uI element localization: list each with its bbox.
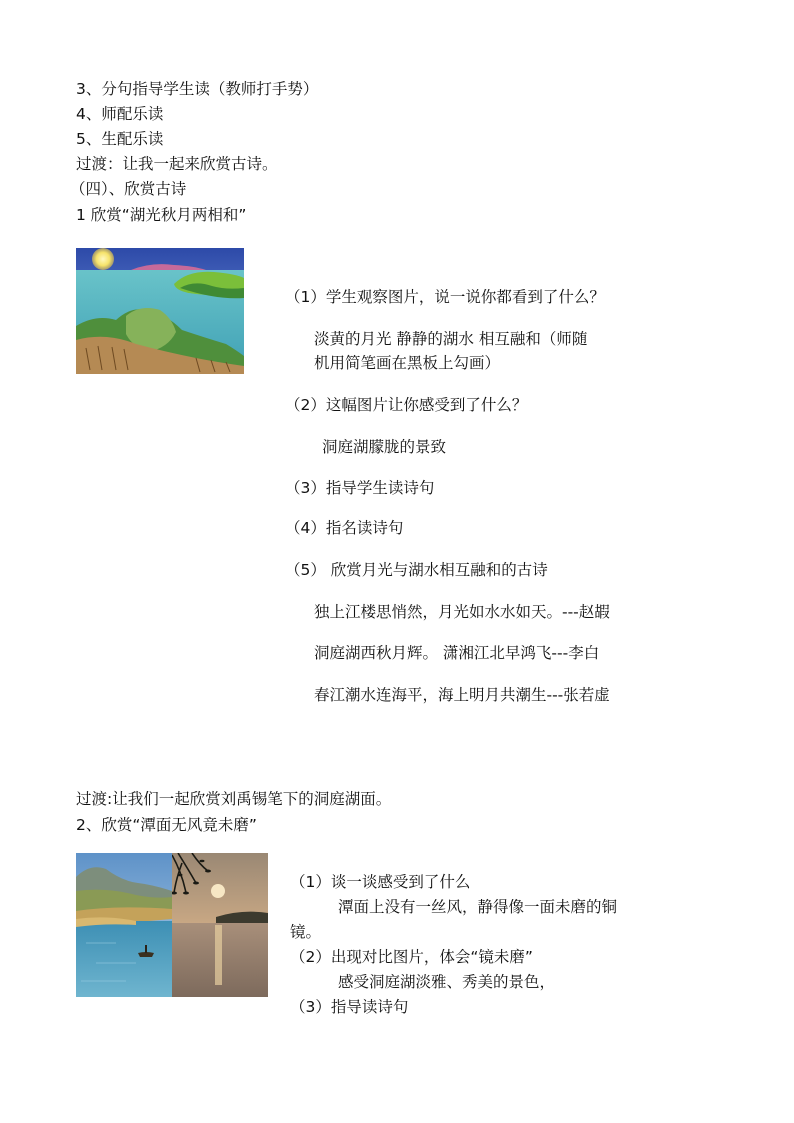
lake-boat-photo — [76, 853, 172, 997]
appreciate-heading-1: 1 欣赏“湖光秋月两相和” — [76, 206, 247, 224]
section-four-heading: （四）、欣赏古诗 — [70, 180, 187, 198]
step-4-line: 4、师配乐读 — [76, 105, 164, 123]
transition-line: 过渡：让我一起来欣赏古诗。 — [76, 155, 278, 173]
step-5-line: 5、生配乐读 — [76, 130, 164, 148]
s1-question-1: （1）学生观察图片，说一说你都看到了什么？ — [285, 288, 605, 306]
s2-answer-2: 感受洞庭湖淡雅、秀美的景色， — [338, 973, 556, 991]
s1-question-4: （4）指名读诗句 — [285, 519, 404, 537]
step-3-line: 3、分句指导学生读（教师打手势） — [76, 80, 319, 98]
poem-line: 春江潮水连海平，海上明月共潮生---张若虚 — [314, 686, 610, 704]
s1-answer-1-line-1: 淡黄的月光 静静的湖水 相互融和（师随 — [314, 330, 588, 348]
s2-answer-1-line-1: 潭面上没有一丝风，静得像一面未磨的铜 — [338, 898, 618, 916]
sunset-lake-photo — [172, 853, 268, 997]
s1-answer-2: 洞庭湖朦胧的景致 — [322, 438, 447, 456]
s2-question-1: （1）谈一谈感受到了什么 — [290, 873, 471, 891]
s2-question-2: （2）出现对比图片，体会“镜未磨” — [290, 948, 533, 966]
s2-answer-1-line-2: 镜。 — [290, 923, 322, 941]
s1-question-5: （5） 欣赏月光与湖水相互融和的古诗 — [285, 561, 548, 579]
s1-question-3: （3）指导学生读诗句 — [285, 479, 435, 497]
s1-answer-1-line-2: 机用简笔画在黑板上勾画） — [314, 354, 501, 372]
poem-line: 洞庭湖西秋月辉。 潇湘江北早鸿飞---李白 — [314, 644, 600, 662]
s1-question-2: （2）这幅图片让你感受到了什么？ — [285, 396, 528, 414]
poem-line: 独上江楼思悄然，月光如水水如天。---赵嘏 — [314, 603, 610, 621]
lake-moon-illustration — [76, 248, 244, 374]
appreciate-heading-2: 2、欣赏“潭面无风竟未磨” — [76, 816, 257, 834]
transition-2: 过渡:让我们一起欣赏刘禹锡笔下的洞庭湖面。 — [76, 790, 392, 808]
s2-question-3: （3）指导读诗句 — [290, 998, 409, 1016]
